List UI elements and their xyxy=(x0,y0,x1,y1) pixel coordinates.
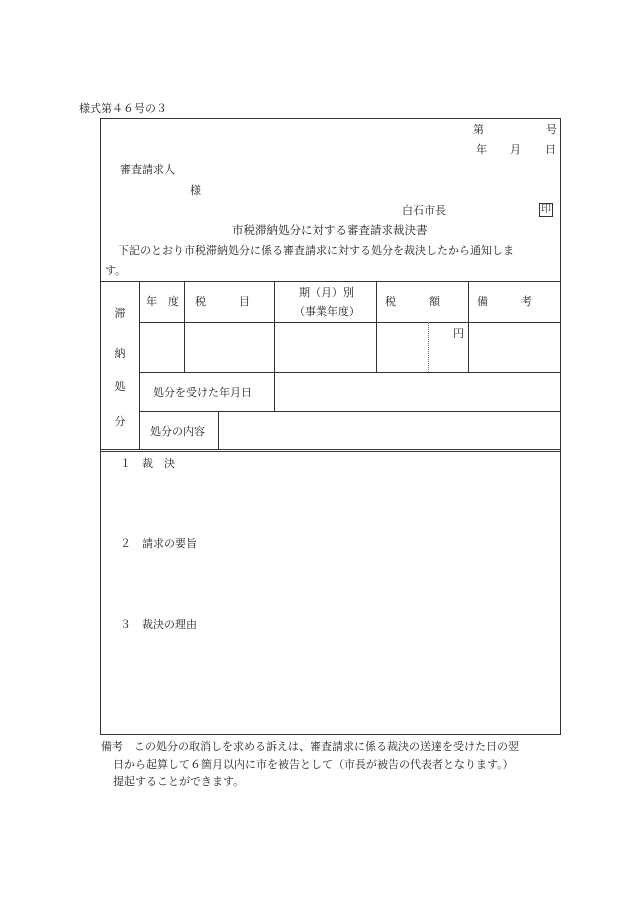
disposition-content-label: 処分の内容 xyxy=(150,425,205,438)
side-char-1: 滞 xyxy=(114,307,126,320)
table-bottom-border-double xyxy=(100,451,561,452)
col-tax-item-border xyxy=(274,281,275,372)
col-year-border xyxy=(184,281,185,372)
document-title: 市税滞納処分に対する審査請求裁決書 xyxy=(232,223,428,237)
date-label-border xyxy=(274,372,275,411)
date-day: 日 xyxy=(545,143,556,156)
disposition-date-label: 処分を受けた年月日 xyxy=(153,386,252,399)
section-request-summary: ２ 請求の要旨 xyxy=(120,537,197,550)
side-char-3: 処 xyxy=(114,380,126,393)
header-year: 年 度 xyxy=(146,295,179,308)
header-tax-item: 税 目 xyxy=(195,295,250,308)
number-prefix: 第 xyxy=(473,123,484,136)
footnote-line-1: 備考 この処分の取消しを求める訴えは、審査請求に係る裁決の送達を受けた日の翌 xyxy=(101,740,519,753)
table-date-border xyxy=(139,411,561,412)
number-suffix: 号 xyxy=(546,123,557,136)
date-year: 年 xyxy=(476,143,487,156)
col-amount-border xyxy=(468,281,469,372)
side-char-2: 納 xyxy=(114,347,126,360)
table-row-border xyxy=(139,372,561,373)
table-header-border xyxy=(139,322,561,323)
side-column-border xyxy=(139,281,140,450)
date-month: 月 xyxy=(510,143,521,156)
footnote-line-3: 提起することができます。 xyxy=(113,775,245,788)
honorific: 様 xyxy=(190,184,201,197)
col-period-border xyxy=(376,281,377,372)
header-period-1: 期（月）別 xyxy=(299,286,354,299)
header-period-2: （事業年度） xyxy=(294,305,360,318)
form-code: 様式第４６号の３ xyxy=(79,102,167,115)
footnote-line-2: 日から起算して６箇月以内に市を被告として（市長が被告の代表者となります。） xyxy=(113,758,514,771)
header-remarks: 備 考 xyxy=(477,295,532,308)
side-char-4: 分 xyxy=(114,415,126,428)
section-decision-reason: ３ 裁決の理由 xyxy=(120,618,197,631)
header-tax-amount: 税 額 xyxy=(385,295,440,308)
issuer-name: 白石市長 xyxy=(402,204,446,217)
section-decision: １ 裁 決 xyxy=(120,457,175,470)
yen-unit: 円 xyxy=(453,327,464,340)
notice-line-2: す。 xyxy=(105,264,127,277)
table-bottom-border xyxy=(100,449,561,450)
content-label-border xyxy=(218,411,219,450)
notice-line-1: 下記のとおり市税滞納処分に係る審査請求に対する処分を裁決したから通知しま xyxy=(118,244,514,257)
amount-dotted-divider xyxy=(428,322,429,372)
requester-label: 審査請求人 xyxy=(120,163,175,176)
seal-mark: 印 xyxy=(541,204,551,215)
table-top-border xyxy=(100,281,561,282)
